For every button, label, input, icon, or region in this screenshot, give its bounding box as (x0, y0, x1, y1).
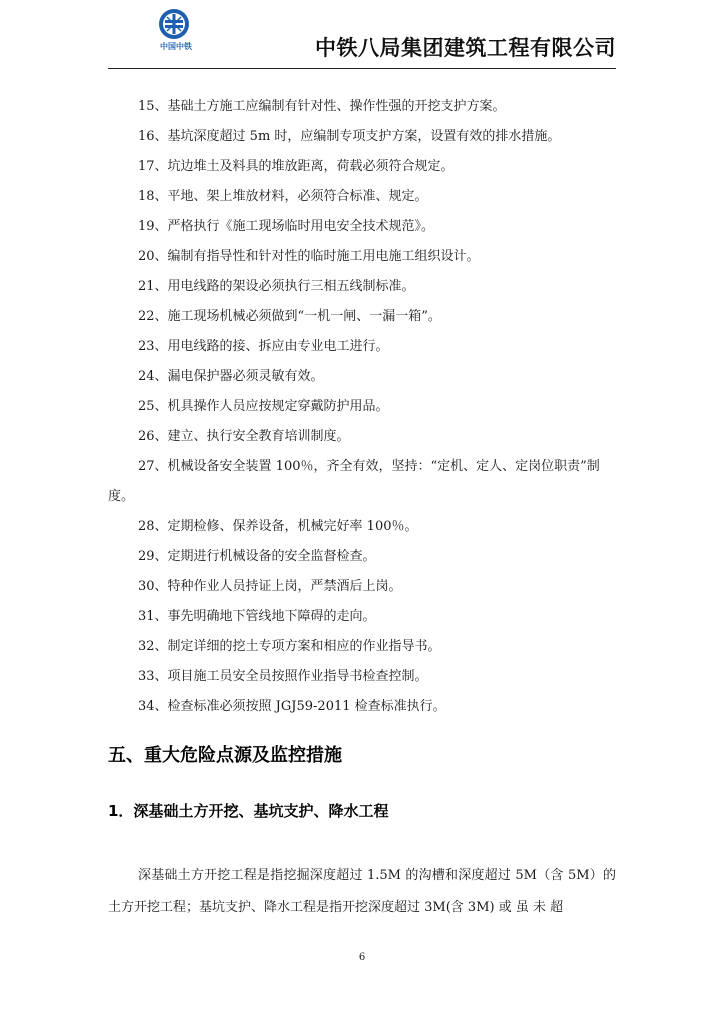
company-logo (148, 8, 198, 56)
list-item: 28、定期检修、保养设备，机械完好率 100％。 (138, 519, 418, 534)
crcc-logo-icon (158, 8, 190, 40)
list-item: 22、施工现场机械必须做到“一机一闸、一漏一箱”。 (138, 309, 441, 324)
list-item: 17、坑边堆土及料具的堆放距离，荷载必须符合规定。 (138, 159, 454, 174)
list-item: 29、定期进行机械设备的安全监督检查。 (138, 549, 376, 564)
list-item: 25、机具操作人员应按规定穿戴防护用品。 (138, 399, 389, 414)
list-item: 23、用电线路的接、拆应由专业电工进行。 (138, 339, 389, 354)
list-item: 19、严格执行《施工现场临时用电安全技术规范》。 (138, 219, 435, 234)
company-name: 中铁八局集团建筑工程有限公司 (315, 36, 616, 60)
section-title: 五、重大危险点源及监控措施 (108, 745, 342, 766)
list-item: 15、基础土方施工应编制有针对性、操作性强的开挖支护方案。 (138, 99, 506, 114)
list-item: 20、编制有指导性和针对性的临时施工用电施工组织设计。 (138, 249, 480, 264)
list-item: 30、特种作业人员持证上岗，严禁酒后上岗。 (138, 579, 402, 594)
list-item: 24、漏电保护器必须灵敏有效。 (138, 369, 324, 384)
logo-text: 中国中铁 (160, 42, 192, 51)
list-item: 27、机械设备安全装置 100％，齐全有效，坚持：“定机、定人、定岗位职责”制度。 (108, 459, 600, 504)
list-item: 26、建立、执行安全教育培训制度。 (138, 429, 350, 444)
subsection-title: 1．深基础土方开挖、基坑支护、降水工程 (108, 802, 389, 820)
body-paragraph: 深基础土方开挖工程是指挖掘深度超过 1.5M 的沟槽和深度超过 5M（含 5M）的土方开挖工程；基坑支护、降水工程是指开挖深度超过 3M(含 3M) 或 虽 未 超 (108, 868, 616, 915)
list-item: 18、平地、架上堆放材料，必须符合标准、规定。 (138, 189, 428, 204)
list-item: 32、制定详细的挖土专项方案和相应的作业指导书。 (138, 639, 441, 654)
list-item: 33、项目施工员安全员按照作业指导书检查控制。 (138, 669, 428, 684)
header-divider (108, 68, 616, 69)
list-item: 21、用电线路的架设必须执行三相五线制标准。 (138, 279, 415, 294)
list-item: 16、基坑深度超过 5m 时，应编制专项支护方案，设置有效的排水措施。 (138, 129, 561, 144)
page-header (108, 8, 616, 66)
list-item: 31、事先明确地下管线地下障碍的走向。 (138, 609, 376, 624)
safety-measures-list (108, 92, 616, 722)
page-number: 6 (358, 952, 366, 963)
list-item: 34、检查标准必须按照 JGJ59-2011 检查标准执行。 (138, 699, 446, 714)
